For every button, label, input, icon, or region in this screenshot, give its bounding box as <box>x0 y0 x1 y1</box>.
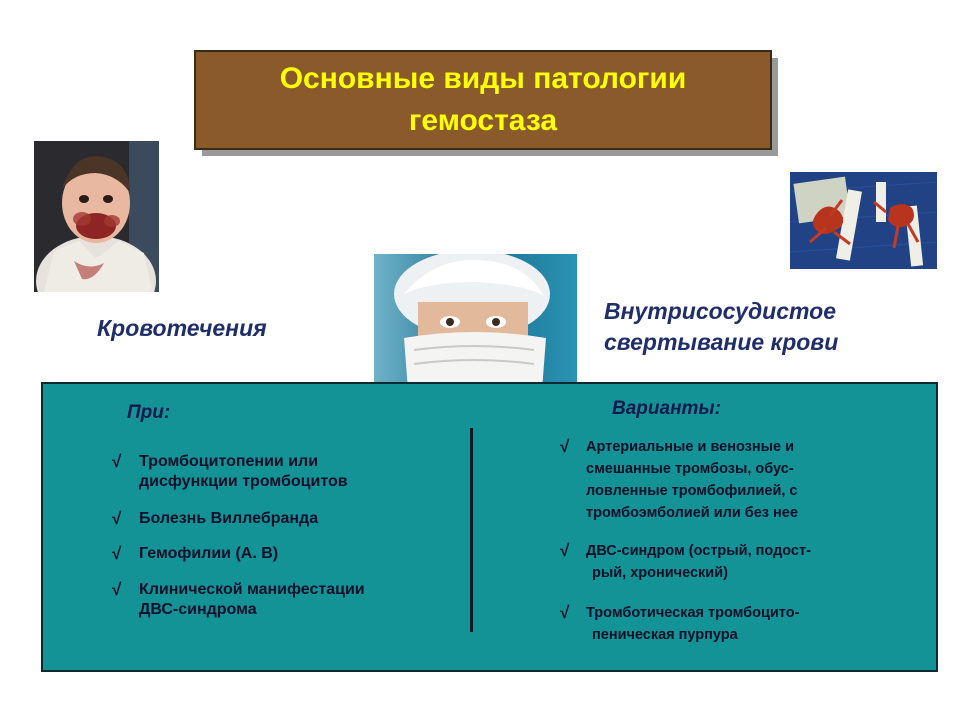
list-item-line: пеническая пурпура <box>592 627 738 643</box>
list-item-line: Тромбоцитопении или <box>139 453 319 470</box>
list-item-line: Гемофилии (А. В) <box>139 545 279 562</box>
left-list-item <box>112 580 365 620</box>
list-item-line: ловленные тромбофилией, с <box>586 483 798 499</box>
right-list-item <box>560 540 811 584</box>
coagulation-heading-line-1: Внутрисосудистое <box>604 298 837 324</box>
list-item-line: Тромботическая тромбоцито- <box>586 605 800 621</box>
check-mark-icon: √ <box>560 541 570 560</box>
medic-mask-photo <box>374 254 577 390</box>
check-mark-icon: √ <box>112 509 122 528</box>
left-list-item <box>112 452 348 492</box>
check-mark-icon: √ <box>560 603 570 622</box>
right-list-item <box>560 602 799 646</box>
left-list-item <box>112 544 278 564</box>
check-mark-icon: √ <box>560 437 570 456</box>
slide-title <box>194 50 772 150</box>
list-item-line: ДВС-синдром (острый, подост- <box>586 543 811 559</box>
right-list-item <box>560 436 798 524</box>
child-bleeding-photo <box>34 141 159 292</box>
list-item-line: смешанные тромбозы, обус- <box>586 461 794 477</box>
list-item-line: тромбоэмболией или без нее <box>586 505 798 521</box>
list-item-line: Болезнь Виллебранда <box>139 510 319 527</box>
blood-clots-photo <box>790 172 937 269</box>
coagulation-heading-line-2: свертывание крови <box>604 329 839 355</box>
left-list-item <box>112 509 318 529</box>
list-item-line: Клинической манифестации <box>139 581 365 598</box>
list-item-line: ДВС-синдрома <box>139 601 257 618</box>
left-subheading: При: <box>127 402 171 423</box>
title-line-1: Основные виды патологии <box>279 62 687 95</box>
check-mark-icon: √ <box>112 544 122 563</box>
list-item-line: рый, хронический) <box>592 565 728 581</box>
check-mark-icon: √ <box>112 580 122 599</box>
title-line-2: гемостаза <box>408 104 558 137</box>
coagulation-heading <box>604 296 838 358</box>
list-item-line: дисфункции тромбоцитов <box>139 473 348 490</box>
right-subheading: Варианты: <box>612 398 721 419</box>
list-item-line: Артериальные и венозные и <box>586 439 795 455</box>
bleeding-heading: Кровотечения <box>97 315 267 341</box>
check-mark-icon: √ <box>112 452 122 471</box>
panel-divider <box>470 428 473 632</box>
